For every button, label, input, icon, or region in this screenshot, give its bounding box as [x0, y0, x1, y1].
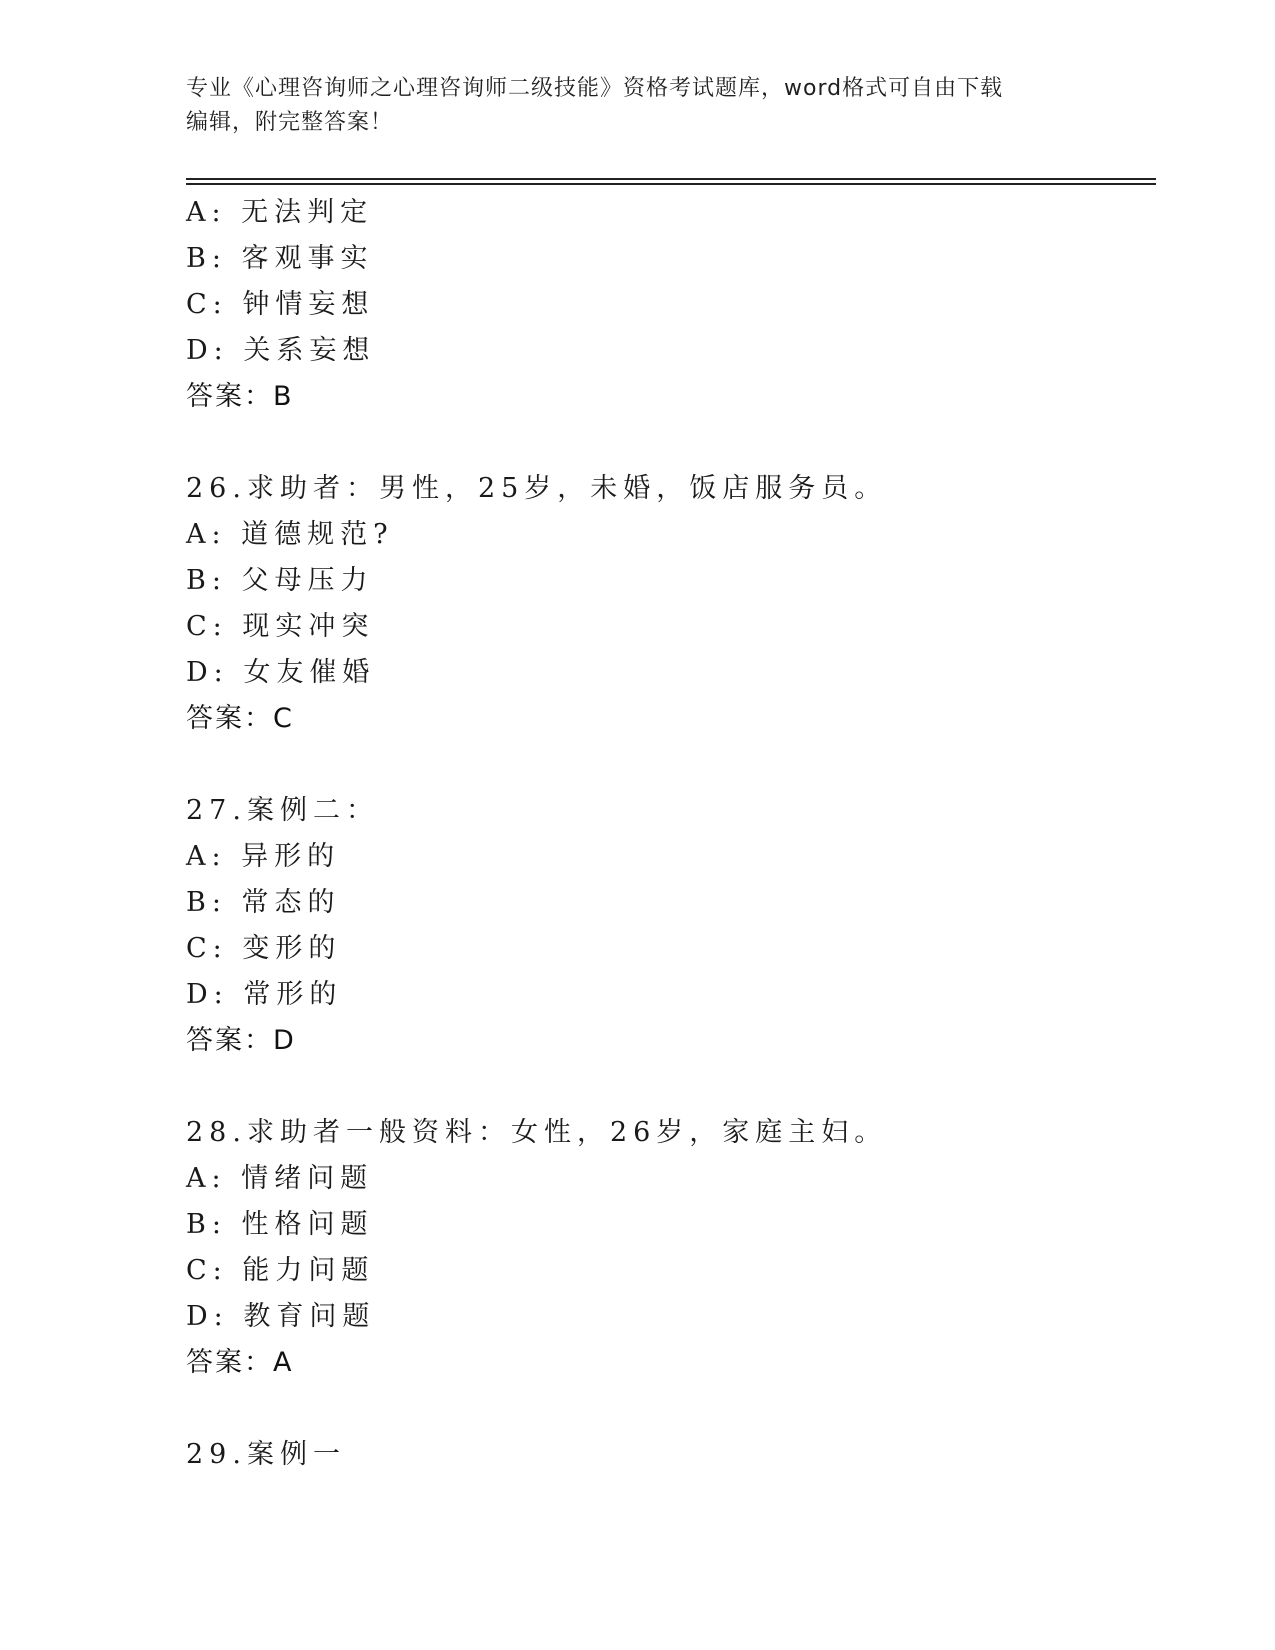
question-list	[186, 190, 1146, 1478]
option-b: B: 父母压力	[186, 565, 374, 596]
answer-line: 答案：A	[186, 1347, 294, 1378]
header-line-1: 专业《心理咨询师之心理咨询师二级技能》资格考试题库，word格式可自由下载	[186, 76, 1004, 101]
spacer	[186, 1064, 1146, 1110]
option-b: B: 常态的	[186, 887, 341, 918]
question-title: 27.案例二：	[186, 795, 379, 826]
option-d: D: 常形的	[186, 979, 343, 1010]
header-divider-top	[186, 178, 1156, 180]
option-d: D: 关系妄想	[186, 335, 376, 366]
option-a: A: 无法判定	[186, 197, 374, 228]
option-a: A: 道德规范?	[186, 519, 394, 550]
document-header	[186, 72, 1086, 140]
option-c: C: 能力问题	[186, 1255, 375, 1286]
header-divider-bottom	[186, 183, 1156, 185]
header-line-2: 编辑，附完整答案！	[186, 110, 394, 135]
option-c: C: 变形的	[186, 933, 342, 964]
question-title: 28.求助者一般资料：女性，26岁，家庭主妇。	[186, 1117, 888, 1148]
question-title: 29.案例一	[186, 1439, 346, 1470]
option-c: C: 钟情妄想	[186, 289, 375, 320]
option-b: B: 性格问题	[186, 1209, 374, 1240]
question-28-block	[186, 1110, 1146, 1386]
answer-line: 答案：B	[186, 381, 294, 412]
option-a: A: 异形的	[186, 841, 341, 872]
option-b: B: 客观事实	[186, 243, 374, 274]
question-27-block	[186, 788, 1146, 1064]
option-d: D: 女友催婚	[186, 657, 376, 688]
spacer	[186, 742, 1146, 788]
option-c: C: 现实冲突	[186, 611, 375, 642]
answer-line: 答案：C	[186, 703, 294, 734]
spacer	[186, 1386, 1146, 1432]
spacer	[186, 420, 1146, 466]
option-d: D: 教育问题	[186, 1301, 376, 1332]
option-a: A: 情绪问题	[186, 1163, 374, 1194]
question-title: 26.求助者：男性，25岁，未婚，饭店服务员。	[186, 473, 888, 504]
question-26-block	[186, 466, 1146, 742]
question-29-block	[186, 1432, 1146, 1478]
answer-line: 答案：D	[186, 1025, 296, 1056]
question-25-block	[186, 190, 1146, 420]
